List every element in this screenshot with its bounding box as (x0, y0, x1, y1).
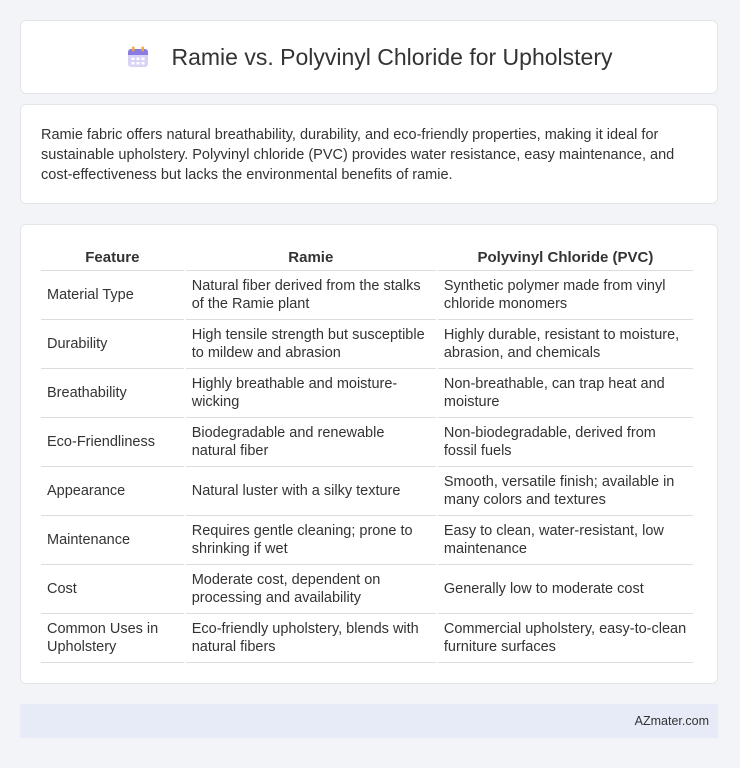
table-row (41, 516, 693, 565)
ramie-cell: High tensile strength but susceptible to mildew and abrasion (186, 320, 436, 369)
feature-cell: Breathability (41, 369, 184, 418)
pvc-cell: Generally low to moderate cost (438, 565, 693, 614)
feature-cell: Cost (41, 565, 184, 614)
footer-brand: AZmater.com (634, 714, 709, 728)
table-row (41, 565, 693, 614)
table-row (41, 369, 693, 418)
header-feature: Feature (41, 244, 184, 271)
footer-bar (20, 704, 718, 738)
summary-card (20, 104, 718, 204)
ramie-cell: Natural luster with a silky texture (186, 467, 436, 516)
feature-cell: Common Uses in Upholstery (41, 614, 184, 663)
table-row (41, 320, 693, 369)
table-row (41, 614, 693, 663)
ramie-cell: Eco-friendly upholstery, blends with natural fibers (186, 614, 436, 663)
header-ramie: Ramie (186, 244, 436, 271)
calendar-icon (126, 45, 150, 69)
page-title: Ramie vs. Polyvinyl Chloride for Upholstery (171, 43, 613, 70)
feature-cell: Durability (41, 320, 184, 369)
summary-text: Ramie fabric offers natural breathability, durability, and eco-friendly properties, making it ideal for sustainable upholstery. Polyvinyl chloride (PVC) provides water resistance, easy maintenance, and cost-effectiveness but lacks the environmental benefits of ramie. (41, 127, 675, 183)
pvc-cell: Synthetic polymer made from vinyl chloride monomers (438, 271, 693, 320)
table-row (41, 467, 693, 516)
ramie-cell: Highly breathable and moisture-wicking (186, 369, 436, 418)
pvc-cell: Smooth, versatile finish; available in many colors and textures (438, 467, 693, 516)
feature-cell: Appearance (41, 467, 184, 516)
table-row (41, 418, 693, 467)
ramie-cell: Biodegradable and renewable natural fiber (186, 418, 436, 467)
pvc-cell: Easy to clean, water-resistant, low maintenance (438, 516, 693, 565)
header-pvc: Polyvinyl Chloride (PVC) (438, 244, 693, 271)
ramie-cell: Natural fiber derived from the stalks of the Ramie plant (186, 271, 436, 320)
comparison-table-card (20, 224, 718, 684)
ramie-cell: Requires gentle cleaning; prone to shrinking if wet (186, 516, 436, 565)
pvc-cell: Highly durable, resistant to moisture, abrasion, and chemicals (438, 320, 693, 369)
feature-cell: Maintenance (41, 516, 184, 565)
pvc-cell: Commercial upholstery, easy-to-clean furniture surfaces (438, 614, 693, 663)
pvc-cell: Non-breathable, can trap heat and moisture (438, 369, 693, 418)
comparison-table (39, 244, 695, 663)
table-header-row (41, 244, 693, 271)
title-card (20, 20, 718, 94)
pvc-cell: Non-biodegradable, derived from fossil fuels (438, 418, 693, 467)
ramie-cell: Moderate cost, dependent on processing and availability (186, 565, 436, 614)
feature-cell: Material Type (41, 271, 184, 320)
table-row (41, 271, 693, 320)
feature-cell: Eco-Friendliness (41, 418, 184, 467)
